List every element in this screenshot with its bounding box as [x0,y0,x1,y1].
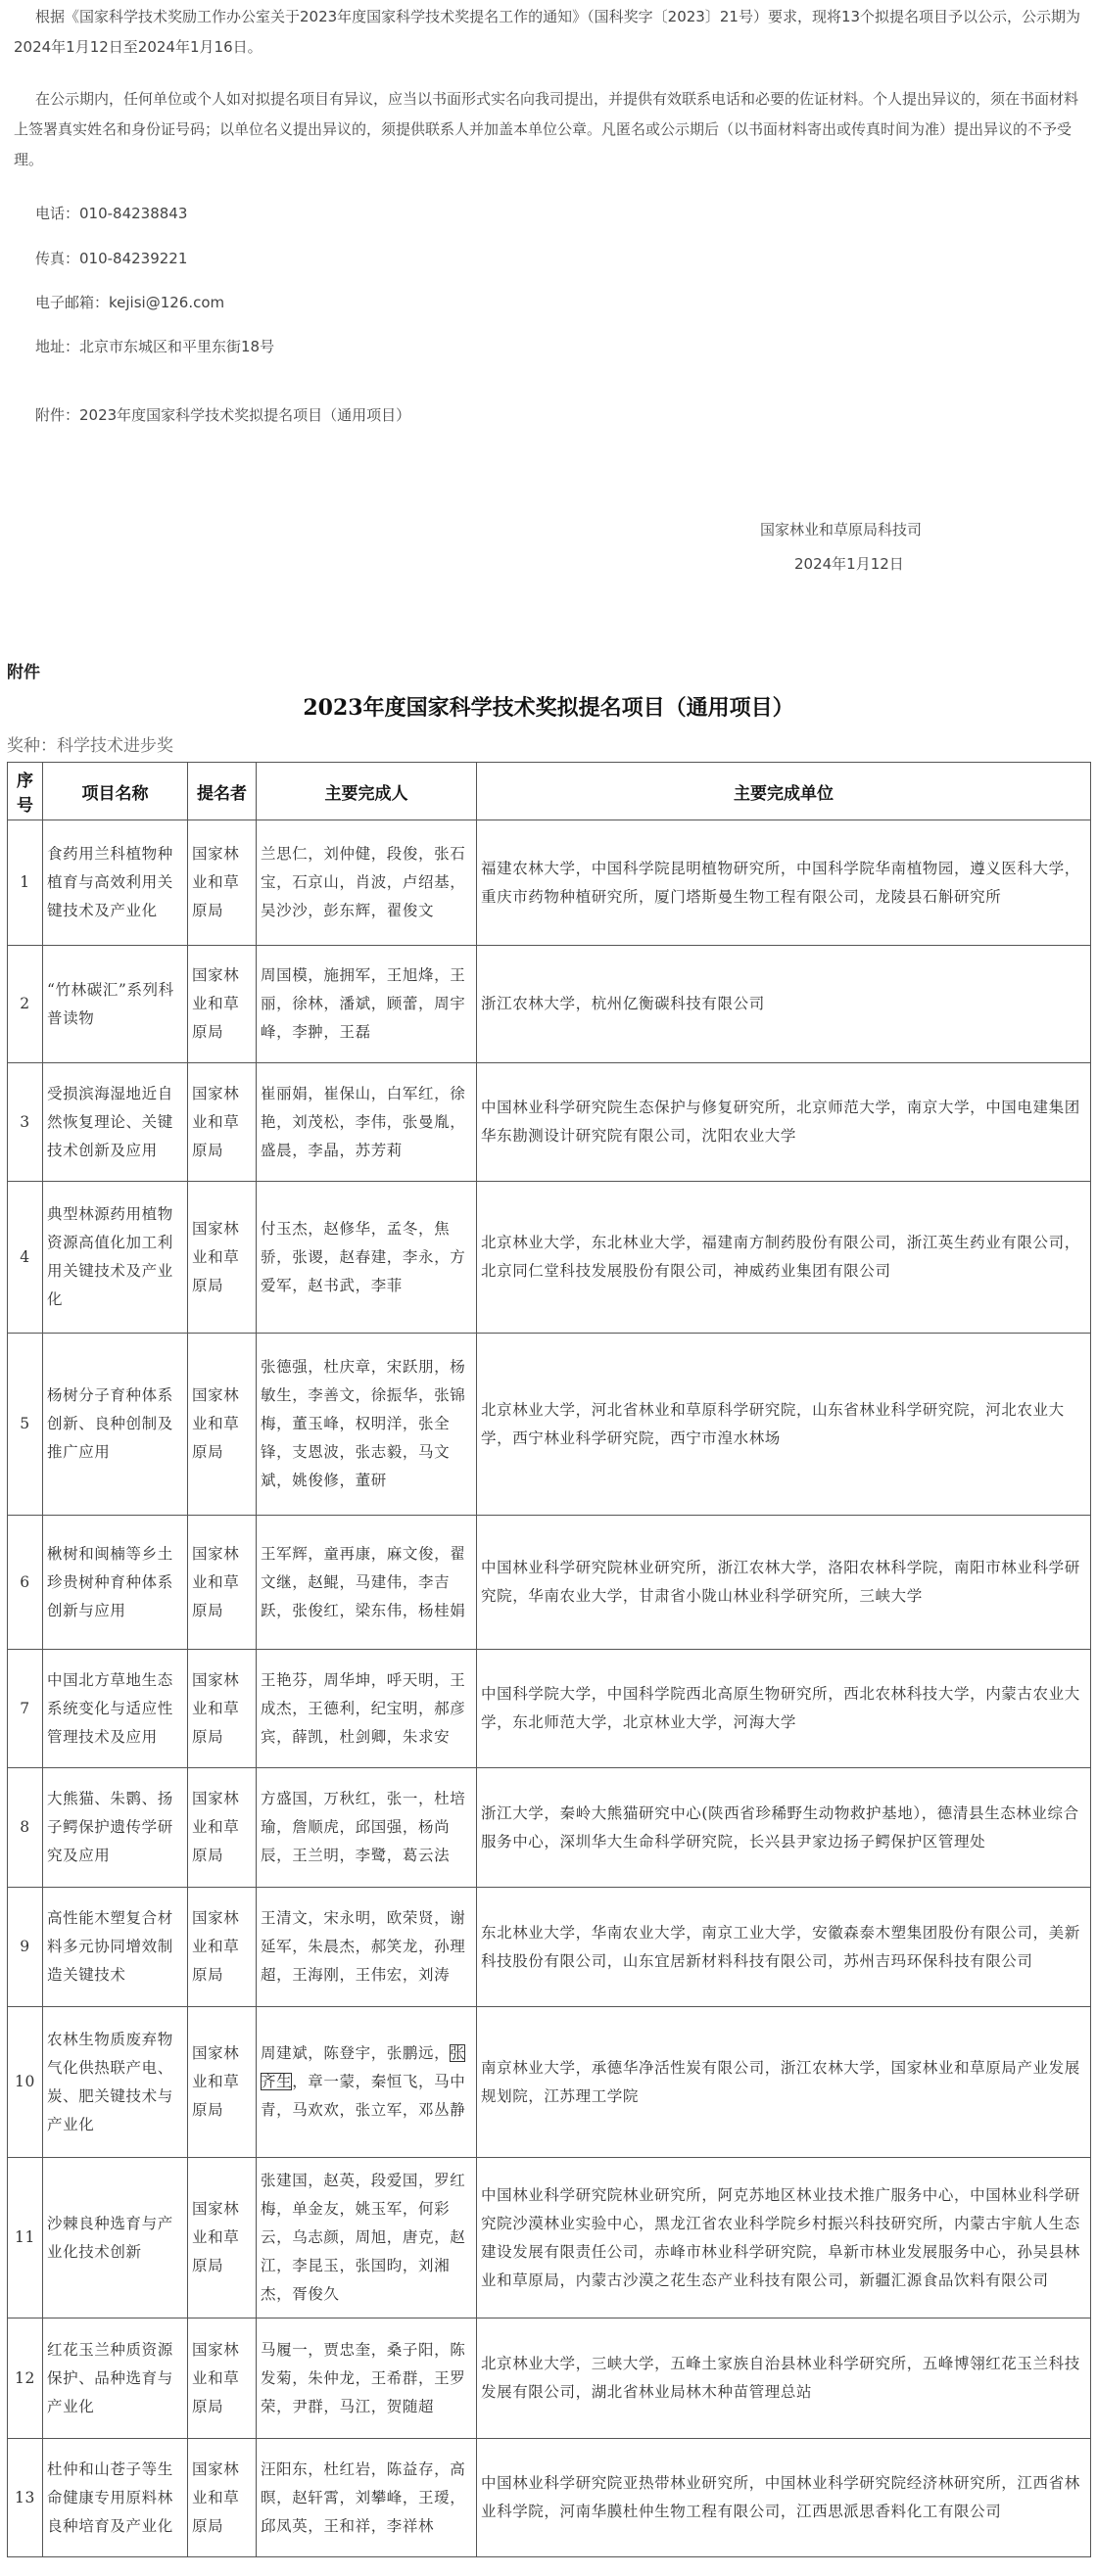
table-row [8,1650,1091,1768]
row-nominator: 国家林业和草原局 [188,1334,257,1516]
row-index: 6 [8,1516,43,1650]
header-nominator: 提名者 [188,763,257,820]
row-nominator: 国家林业和草原局 [188,1650,257,1768]
table-header-row [8,763,1091,820]
header-main-units: 主要完成单位 [477,763,1091,820]
header-index: 序号 [8,763,43,820]
row-people: 崔丽娟，崔保山，白军红，徐艳，刘茂松，李伟，张曼胤，盛晨，李晶，苏芳莉 [257,1063,477,1182]
row-project-name: 高性能木塑复合材料多元协同增效制造关键技术 [43,1888,188,2007]
table-row [8,1063,1091,1182]
people-after: ，章一蒙，秦恒飞，马中青，马欢欢，张立军，邓丛静 [261,2073,466,2119]
appendix-title: 2023年度国家科学技术奖拟提名项目（通用项目） [303,695,794,721]
row-index: 8 [8,1768,43,1888]
contact-phone: 电话：010-84238843 [35,205,188,222]
row-units: 北京林业大学，河北省林业和草原科学研究院，山东省林业科学研究院，河北农业大学，西宁林业科学研究院，西宁市湟水林场 [477,1334,1091,1516]
row-people [257,2007,477,2158]
row-units: 南京林业大学，承德华净活性炭有限公司，浙江农林大学，国家林业和草原局产业发展规划院，江苏理工学院 [477,2007,1091,2158]
projects-table [7,762,1091,2557]
table-row [8,1182,1091,1334]
row-project-name: 中国北方草地生态系统变化与适应性管理技术及应用 [43,1650,188,1768]
row-people: 王艳芬，周华坤，呼天明，王成杰，王德利，纪宝明，郝彦宾，薛凯，杜剑卿，朱求安 [257,1650,477,1768]
table-row [8,1768,1091,1888]
row-nominator: 国家林业和草原局 [188,1063,257,1182]
row-index: 9 [8,1888,43,2007]
notice-paragraph-2: 在公示期内，任何单位或个人如对拟提名项目有异议，应当以书面形式实名向我司提出，并提供有效联系电话和必要的佐证材料。个人提出异议的，须在书面材料上签署真实姓名和身份证号码；以单位名义提出异议的，须提供联系人并加盖本单位公章。凡匿名或公示期后（以书面材料寄出或传真时间为准）提出异议的不予受理。 [14,90,1079,168]
row-index: 7 [8,1650,43,1768]
table-row [8,946,1091,1063]
row-nominator: 国家林业和草原局 [188,2158,257,2318]
row-project-name: 食药用兰科植物种植育与高效利用关键技术及产业化 [43,820,188,946]
row-units: 中国林业科学研究院林业研究所，浙江农林大学，洛阳农林科学院，南阳市林业科学研究院，华南农业大学，甘肃省小陇山林业科学研究所，三峡大学 [477,1516,1091,1650]
row-people: 汪阳东，杜红岩，陈益存，高暝，赵轩霄，刘攀峰，王瑷，邱凤英，王和祥，李祥林 [257,2439,477,2557]
row-index: 1 [8,820,43,946]
row-project-name: 杨树分子育种体系创新、良种创制及推广应用 [43,1334,188,1516]
header-project-name: 项目名称 [43,763,188,820]
award-type: 奖种：科学技术进步奖 [7,736,173,756]
row-nominator: 国家林业和草原局 [188,1888,257,2007]
row-nominator: 国家林业和草原局 [188,2439,257,2557]
row-nominator: 国家林业和草原局 [188,1516,257,1650]
table-row [8,2158,1091,2318]
contact-fax: 传真：010-84239221 [35,250,188,267]
row-index: 4 [8,1182,43,1334]
attachment-note: 附件：2023年度国家科学技术奖拟提名项目（通用项目） [35,406,411,424]
row-project-name: 楸树和闽楠等乡土珍贵树种育种体系创新与应用 [43,1516,188,1650]
row-people: 王清文，宋永明，欧荣贤，谢延军，朱晨杰，郝笑龙，孙理超，王海刚，王伟宏，刘涛 [257,1888,477,2007]
people-before: 周建斌，陈登宇，张鹏远， [261,2044,451,2062]
table-row [8,2439,1091,2557]
row-index: 5 [8,1334,43,1516]
table-row [8,2007,1091,2158]
table-row [8,1888,1091,2007]
contact-email: 电子邮箱：kejisi@126.com [35,294,225,311]
row-index: 13 [8,2439,43,2557]
row-units: 北京林业大学，东北林业大学，福建南方制药股份有限公司，浙江英生药业有限公司，北京同仁堂科技发展股份有限公司，神威药业集团有限公司 [477,1182,1091,1334]
row-units: 福建农林大学，中国科学院昆明植物研究所，中国科学院华南植物园，遵义医科大学，重庆市药物种植研究所，厦门塔斯曼生物工程有限公司，龙陵县石斛研究所 [477,820,1091,946]
table-row [8,2318,1091,2439]
row-people: 兰思仁，刘仲健，段俊，张石宝，石京山，肖波，卢绍基，吴沙沙，彭东辉，翟俊文 [257,820,477,946]
row-nominator: 国家林业和草原局 [188,946,257,1063]
row-units: 浙江大学，秦岭大熊猫研究中心(陕西省珍稀野生动物救护基地），德清县生态林业综合服务中心，深圳华大生命科学研究院，长兴县尹家边扬子鳄保护区管理处 [477,1768,1091,1888]
appendix-label: 附件 [7,663,40,682]
row-index: 12 [8,2318,43,2439]
row-nominator: 国家林业和草原局 [188,1768,257,1888]
row-nominator: 国家林业和草原局 [188,2318,257,2439]
row-project-name: 大熊猫、朱鹮、扬子鳄保护遗传学研究及应用 [43,1768,188,1888]
row-index: 11 [8,2158,43,2318]
row-units: 中国林业科学研究院生态保护与修复研究所，北京师范大学，南京大学，中国电建集团华东勘测设计研究院有限公司，沈阳农业大学 [477,1063,1091,1182]
table-row [8,1516,1091,1650]
row-people: 付玉杰，赵修华，孟冬，焦骄，张谡，赵春建，李永，方爱军，赵书武，李菲 [257,1182,477,1334]
row-project-name: 农林生物质废弃物气化供热联产电、炭、肥关键技术与产业化 [43,2007,188,2158]
row-people: 马履一，贾忠奎，桑子阳，陈发菊，朱仲龙，王希群，王罗荣，尹群，马江，贺随超 [257,2318,477,2439]
signature-org: 国家林业和草原局科技司 [760,521,923,539]
row-units: 中国科学院大学，中国科学院西北高原生物研究所，西北农林科技大学，内蒙古农业大学，东北师范大学，北京林业大学，河海大学 [477,1650,1091,1768]
table-row [8,820,1091,946]
row-people: 张德强，杜庆章，宋跃朋，杨敏生，李善文，徐振华，张锦梅，董玉峰，权明洋，张全锋，支恩波，张志毅，马文斌，姚俊修，董研 [257,1334,477,1516]
row-people: 王军辉，童再康，麻文俊，翟文继，赵鲲，马建伟，李吉跃，张俊红，梁东伟，杨桂娟 [257,1516,477,1650]
row-project-name: 受损滨海湿地近自然恢复理论、关键技术创新及应用 [43,1063,188,1182]
row-people: 周国模，施拥军，王旭烽，王丽，徐林，潘斌，顾蕾，周宇峰，李翀，王磊 [257,946,477,1063]
row-units: 北京林业大学，三峡大学，五峰土家族自治县林业科学研究所，五峰博翎红花玉兰科技发展有限公司，湖北省林业局林木种苗管理总站 [477,2318,1091,2439]
row-project-name: 典型林源药用植物资源高值化加工利用关键技术及产业化 [43,1182,188,1334]
row-nominator: 国家林业和草原局 [188,820,257,946]
signature-date: 2024年1月12日 [794,555,904,573]
row-units: 中国林业科学研究院林业研究所，阿克苏地区林业技术推广服务中心，中国林业科学研究院沙漠林业实验中心，黑龙江省农业科学院乡村振兴科技研究所，内蒙古宇航人生态建设发展有限责任公司，赤峰市林业科学研究院，阜新市林业发展服务中心，孙吴县林业和草原局，内蒙古沙漠之花生态产业科技有限公司，新疆汇源食品饮料有限公司 [477,2158,1091,2318]
row-nominator: 国家林业和草原局 [188,1182,257,1334]
row-project-name: 沙棘良种选育与产业化技术创新 [43,2158,188,2318]
table-row [8,1334,1091,1516]
row-project-name: “竹林碳汇”系列科普读物 [43,946,188,1063]
highlighted-person: 张齐生 [261,2044,466,2090]
row-project-name: 杜仲和山苍子等生命健康专用原料林良种培育及产业化 [43,2439,188,2557]
row-units: 浙江农林大学，杭州亿衡碳科技有限公司 [477,946,1091,1063]
row-project-name: 红花玉兰种质资源保护、品种选育与产业化 [43,2318,188,2439]
header-main-people: 主要完成人 [257,763,477,820]
row-people: 方盛国，万秋红，张一，杜培瑜，詹顺虎，邱国强，杨尚辰，王兰明，李鹭，葛云法 [257,1768,477,1888]
row-index: 3 [8,1063,43,1182]
row-units: 中国林业科学研究院亚热带林业研究所，中国林业科学研究院经济林研究所，江西省林业科学院，河南华膜杜仲生物工程有限公司，江西思派思香料化工有限公司 [477,2439,1091,2557]
row-units: 东北林业大学，华南农业大学，南京工业大学，安徽森泰木塑集团股份有限公司，美新科技股份有限公司，山东宜居新材料科技有限公司，苏州吉玛环保科技有限公司 [477,1888,1091,2007]
row-index: 2 [8,946,43,1063]
notice-paragraph-1: 根据《国家科学技术奖励工作办公室关于2023年度国家科学技术奖提名工作的通知》（国科奖字〔2023〕21号）要求，现将13个拟提名项目予以公示，公示期为2024年1月12日至2024年1月16日。 [14,8,1081,56]
row-nominator: 国家林业和草原局 [188,2007,257,2158]
row-people: 张建国，赵英，段爱国，罗红梅，单金友，姚玉军，何彩云，乌志颜，周旭，唐克，赵江，李昆玉，张国昀，刘湘杰，胥俊久 [257,2158,477,2318]
row-index: 10 [8,2007,43,2158]
contact-address: 地址：北京市东城区和平里东街18号 [35,338,275,355]
